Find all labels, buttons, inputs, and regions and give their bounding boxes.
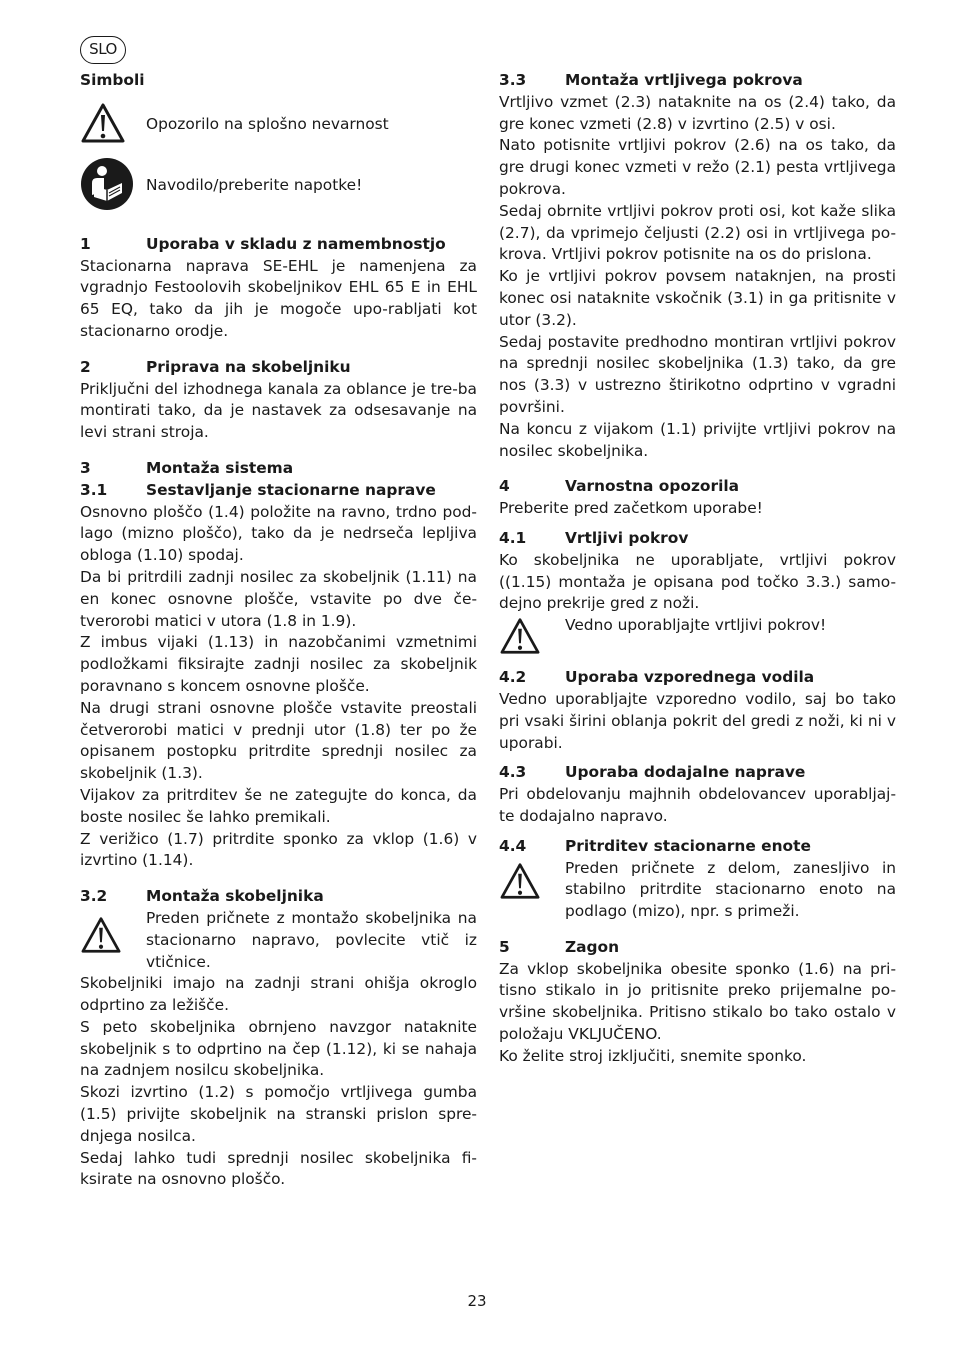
section-2-heading: 2 Priprava na skobeljniku: [80, 357, 351, 376]
paragraph: Osnovno ploščo (1.4) položite na ravno, trdno pod-lago (mizno ploščo), tako da je nedrseča lepljiva obloga (1.10) spodaj.: [80, 502, 477, 565]
warning-text: Preden pričnete z montažo skobeljnika na stacionarno napravo, povlecite vtič iz vtičnice.: [146, 908, 477, 971]
section-5-heading: 5 Zagon: [499, 937, 620, 956]
warning-triangle-icon: [499, 615, 565, 659]
warning-triangle-icon: [80, 102, 146, 148]
paragraph: S peto skobeljnika obrnjeno navzgor nataknite skobeljnik s to odprtino na čep (1.12), ki se nahaja na zadnjem nosilcu skobeljnika.: [80, 1017, 477, 1080]
section-4-heading: 4 Varnostna opozorila: [499, 477, 740, 496]
paragraph: Skozi izvrtino (1.2) s pomočjo vrtljivega gumba (1.5) privijte skobeljnik na stranski prislon spre-dnjega nosilca.: [80, 1083, 477, 1145]
paragraph: Da bi pritrdili zadnji nosilec za skobeljnik (1.11) na en konec osnovne plošče, vstavite po dve če-tverorobi matici v utora (1.8 in 1.9).: [80, 567, 477, 630]
section-1-heading: 1 Uporaba v skladu z namembnostjo: [80, 234, 446, 253]
warning-triangle-icon: [80, 908, 146, 958]
language-badge: SLO: [80, 36, 126, 64]
paragraph: Nato potisnite vrtljivi pokrov (2.6) na os tako, da gre drugi konec vzmeti v režo (2.1) pesta vrtljivega pokrova.: [499, 136, 896, 198]
symbol-text-warning: Opozorilo na splošno nevarnost: [146, 114, 389, 133]
section-4-3-heading: 4.3 Uporaba dodajalne naprave: [499, 763, 806, 782]
section-3-3-heading: 3.3 Montaža vrtljivega pokrova: [499, 71, 803, 89]
section-4-2-heading: 4.2 Uporaba vzporednega vodila: [499, 668, 815, 687]
warning-text: Vedno uporabljajte vrtljivi pokrov!: [565, 616, 827, 635]
symbols-heading: Simboli: [80, 71, 145, 89]
section-4-1-heading: 4.1 Vrtljivi pokrov: [499, 528, 689, 547]
paragraph: Vrtljivo vzmet (2.3) nataknite na os (2.4) tako, da gre konec vzmeti (2.8) v izvrtino (2.5) v osi.: [499, 92, 896, 133]
section-2-text: Priključni del izhodnega kanala za oblance je tre-ba montirati tako, da je nastavek za odsesavanje na levi strani stroja.: [80, 379, 477, 442]
warning-block: [80, 908, 477, 973]
paragraph: Skobeljniki imajo na zadnji strani ohišja okroglo odprtino za ležišče.: [80, 974, 477, 1015]
section-4-3-text: Pri obdelovanju majhnih obdelovancev uporabljaj-te dodajalno napravo.: [499, 785, 896, 825]
read-manual-icon: [80, 157, 146, 215]
right-column: [499, 70, 896, 1068]
symbol-row-manual: [80, 158, 477, 214]
paragraph: Na koncu z vijakom (1.1) privijte vrtljivi pokrov na nosilec skobeljnika.: [499, 419, 896, 460]
warning-text: Preden pričnete z delom, zanesljivo in stabilno pritrdite stacionarno enoto na podlago (mizo), npr. s primeži.: [565, 858, 896, 921]
section-4-1-text: Ko skobeljnika ne uporabljate, vrtljivi pokrov ((1.15) montaža je opisana pod točko 3.3.) samo-dejno prekrije gred z noži.: [499, 550, 896, 613]
paragraph: Sedaj postavite predhodno montiran vrtljivi pokrov na sprednji nosilec skobeljnika (1.3) tako, da gre nos (3.3) v ustrezno štirikotno odprtino v vgradni površini.: [499, 332, 896, 416]
paragraph: Sedaj obrnite vrtljivi pokrov proti osi, kot kaže slika (2.7), da vprimejo čeljusti (2.2) osi in vrtljivega po-krova. Vrtljivi pokrov potisnite na os do prislona.: [499, 201, 896, 264]
warning-triangle-icon: [499, 858, 565, 904]
section-3-heading: 3 Montaža sistema: [80, 458, 294, 477]
paragraph: Z verižico (1.7) pritrdite sponko za vklop (1.6) v izvrtino (1.14).: [80, 829, 477, 870]
paragraph: Ko je vrtljivi pokrov povsem nataknjen, na prosti konec osi nataknite vskočnik (3.1) in ga pritisnite v utor (3.2).: [499, 267, 896, 329]
section-4-4-heading: 4.4 Pritrditev stacionarne enote: [499, 836, 811, 855]
section-1-text: Stacionarna naprava SE-EHL je namenjena za vgradnjo Festoolovih skobeljnikov EHL 65 E in EHL 65 EQ, tako da jih je mogoče upo-rabljati kot stacionarno orodje.: [80, 256, 477, 340]
section-4-text: Preberite pred začetkom uporabe!: [499, 499, 763, 518]
warning-block: [499, 858, 896, 923]
section-4-2-text: Vedno uporabljajte vzporedno vodilo, saj bo tako pri vsaki širini oblanja pokrit del gredi z noži, ki ni v uporabi.: [499, 689, 896, 752]
paragraph: Vijakov za pritrditev še ne zategujte do konca, da boste nosilec še lahko premikali.: [80, 785, 477, 826]
section-3-1-heading: 3.1 Sestavljanje stacionarne naprave: [80, 480, 436, 499]
paragraph: Ko želite stroj izključiti, snemite sponko.: [499, 1046, 807, 1065]
page-number: 23: [467, 1292, 487, 1310]
symbol-row-warning: [80, 100, 477, 150]
section-3-2-heading: 3.2 Montaža skobeljnika: [80, 887, 324, 906]
paragraph: Za vklop skobeljnika obesite sponko (1.6) na pri-tisno stikalo in jo pritisnite preko prijemalne po-vršine skobeljnika. Pritisno stikalo bo tako ostalo v položaju VKLJUČENO.: [499, 959, 896, 1044]
paragraph: Z imbus vijaki (1.13) in nazobčanimi vzmetnimi podložkami fiksirajte zadnji nosilec za skobeljnik poravnano s koncem osnovne plošče.: [80, 633, 477, 695]
paragraph: Na drugi strani osnovne plošče vstavite preostali četverorobi matici v prednji utor (1.8) ter po že opisanem postopku pritrdite sprednji nosilec za skobeljnik (1.3).: [80, 698, 477, 783]
left-column: [80, 70, 477, 1191]
symbol-text-manual: Navodilo/preberite napotke!: [146, 175, 363, 194]
paragraph: Sedaj lahko tudi sprednji nosilec skobeljnika fi-ksirate na osnovno ploščo.: [80, 1148, 477, 1189]
warning-block: [499, 615, 896, 659]
